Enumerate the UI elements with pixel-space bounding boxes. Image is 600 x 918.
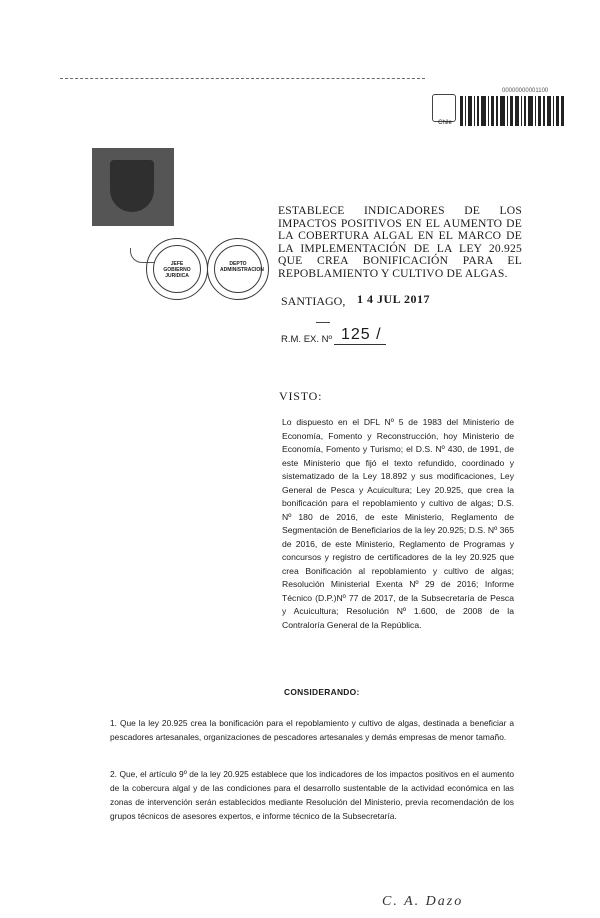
coat-of-arms-shield	[110, 160, 154, 212]
visto-heading: VISTO:	[279, 389, 323, 403]
visto-body: Lo dispuesto en el DFL Nº 5 de 1983 del Ministerio de Economía, Fomento y Reconstrucción, hoy Ministerio de Economía, Fomento y Turismo; el D.S. Nº 430, de 1991, de este Ministerio que fijó el texto refundido, coordinado y sistematizado de la Ley 18.892 y sus modificaciones, Ley General de Pesca y Acuicultura; Ley 20.925, que crea la bonificación para el repoblamiento y cultivo de algas; D.S. Nº 180 de 2016, de este Ministerio, Reglamento de Segmentación de Beneficiarios de la ley 20.925; D.S. Nº 365 de 2016, de este Ministerio, Reglamento de Programas y concursos y registro de certificadores de la ley 20.925 que crea Bonificación al repoblamiento y cultivo de algas; Resolución Ministerial Exenta Nº 29 de 2016; Informe Técnico (D.P.)Nº 77 de 2017, de la Subsecretaría de Pesca y Acuicultura; Resolución Nº 1.600, de 2008 de la Contraloría General de la República.	[282, 417, 514, 630]
handwritten-signature: C. A. Dazo	[382, 894, 464, 909]
coat-of-arms-icon	[92, 148, 174, 226]
date-stamp: 1 4 JUL 2017	[357, 292, 431, 306]
document-title	[278, 205, 522, 281]
stamp-left-text: JEFE GOBIERNO JURIDICA	[163, 261, 191, 279]
considerando-item-1: 1. Que la ley 20.925 crea la bonificación para el repoblamiento y cultivo de algas, destinada a beneficiar a pescadores artesanales, organizaciones de pescadores artesanales y demás empresas de menor tamaño.	[110, 718, 514, 742]
government-seal-icon	[432, 94, 456, 122]
title-line: IMPACTOS POSITIVOS EN EL AUMENTO DE	[278, 216, 522, 230]
title-line: ESTABLECE INDICADORES DE LOS	[278, 204, 522, 217]
round-stamp-left	[146, 238, 208, 300]
title-line: LA COBERTURA ALGAL EN EL MARCO DE	[278, 229, 522, 243]
seal-caption: Chile	[438, 120, 452, 126]
barcode-icon	[460, 96, 564, 126]
place-label: SANTIAGO,	[281, 294, 346, 308]
rm-dash	[316, 322, 330, 323]
title-line: LA IMPLEMENTACIÓN DE LA LEY 20.925	[278, 241, 522, 255]
title-line: QUE CREA BONIFICACIÓN PARA EL	[278, 254, 522, 268]
title-line: REPOBLAMIENTO Y CULTIVO DE ALGAS.	[278, 266, 508, 280]
stamp-right-text: DEPTO ADMINISTRACION	[220, 261, 264, 273]
barcode-stamp	[432, 88, 564, 134]
barcode-number: 00000000001100	[502, 88, 549, 94]
considerando-heading: CONSIDERANDO:	[284, 687, 360, 697]
top-dashed-rule	[60, 78, 425, 79]
resolution-underline	[334, 344, 386, 345]
resolution-label: R.M. EX. Nº	[281, 334, 332, 345]
considerando-item-2: 2. Que, el artículo 9º de la ley 20.925 establece que los indicadores de los impactos positivos en el aumento de la cobercura algal y de las condiciones para el desarrollo sustentable de la actividad económica en las zonas de intervención serán establecidos mediante Resolución del Ministerio, previa recomendación de los grupos técnicos de asesores expertos, e informe técnico de la Subsecretaría.	[110, 769, 514, 821]
round-stamp-right	[207, 238, 269, 300]
resolution-number: 125 /	[341, 326, 382, 343]
